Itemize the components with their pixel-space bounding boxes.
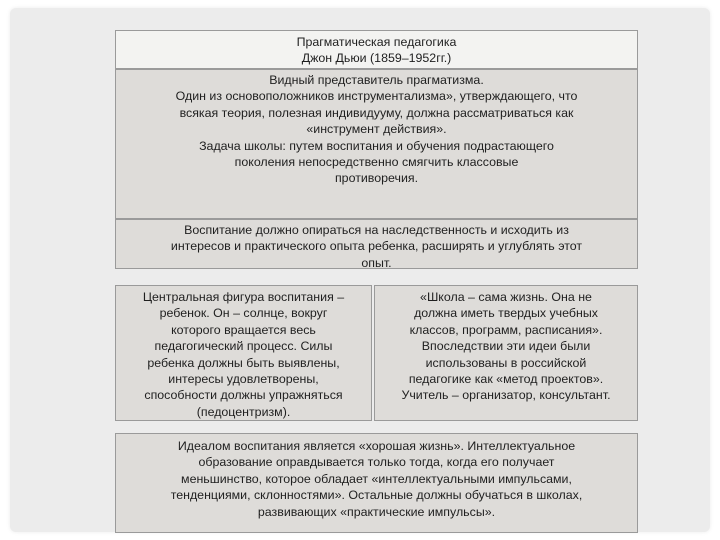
foundation-cell: [115, 219, 638, 269]
main-description-cell: [115, 69, 638, 219]
title-line: Прагматическая педагогика: [296, 35, 457, 49]
text-line: (педоцентризм).: [196, 404, 291, 419]
text-line: «инструмент действия».: [306, 122, 447, 137]
text-line: «Школа – сама жизнь. Она не: [420, 290, 592, 304]
title-cell: [115, 30, 638, 69]
text-line: Впоследствии эти идеи были: [421, 339, 591, 354]
content-table: [115, 30, 638, 519]
text-line: которого вращается весь: [171, 322, 316, 337]
text-line: Идеалом воспитания является «хорошая жизнь». Интеллектуальное: [177, 439, 576, 453]
text-line: ребенка должны быть выявлены,: [147, 355, 340, 370]
text-line: использованы в российской: [425, 355, 587, 370]
text-line: тенденциями, склонностями». Остальные должны обучаться в школах,: [170, 488, 583, 503]
text-line: интересы удовлетворены,: [168, 372, 319, 387]
text-line: противоречия.: [334, 171, 419, 186]
text-line: меньшинство, которое обладает «интеллектуальными импульсами,: [181, 471, 572, 486]
text-line: опыт.: [361, 255, 392, 270]
text-line: классов, программ, расписания».: [409, 322, 603, 337]
subtitle-line: Джон Дьюи (1859–1952гг.): [301, 51, 452, 66]
pedocentrism-cell: [115, 285, 372, 421]
text-line: ребенок. Он – солнце, вокруг: [159, 306, 328, 321]
text-line: Учитель – организатор, консультант.: [401, 388, 611, 403]
text-line: всякая теория, полезная индивидууму, должна рассматриваться как: [179, 105, 574, 120]
text-line: интересов и практического опыта ребенка, расширять и углублять этот: [170, 239, 583, 254]
text-line: педагогике как «метод проектов».: [408, 372, 604, 387]
text-line: Воспитание должно опираться на наследственность и исходить из: [184, 223, 569, 237]
text-line: должна иметь твердых учебных: [414, 306, 598, 321]
school-life-cell: [374, 285, 638, 421]
text-line: Один из основоположников инструментализма», утверждающего, что: [175, 89, 578, 104]
text-line: педагогический процесс. Силы: [154, 339, 333, 354]
text-line: Центральная фигура воспитания –: [142, 290, 345, 304]
ideal-cell: [115, 433, 638, 533]
text-line: Видный представитель прагматизма.: [269, 73, 484, 87]
text-line: развивающих «практические импульсы».: [257, 504, 496, 519]
text-line: образование оправдывается только тогда, когда его получает: [198, 455, 555, 470]
text-line: поколения непосредственно смягчить классовые: [234, 155, 519, 170]
text-line: способности должны упражняться: [144, 388, 343, 403]
text-line: Задача школы: путем воспитания и обучения подрастающего: [199, 138, 554, 153]
